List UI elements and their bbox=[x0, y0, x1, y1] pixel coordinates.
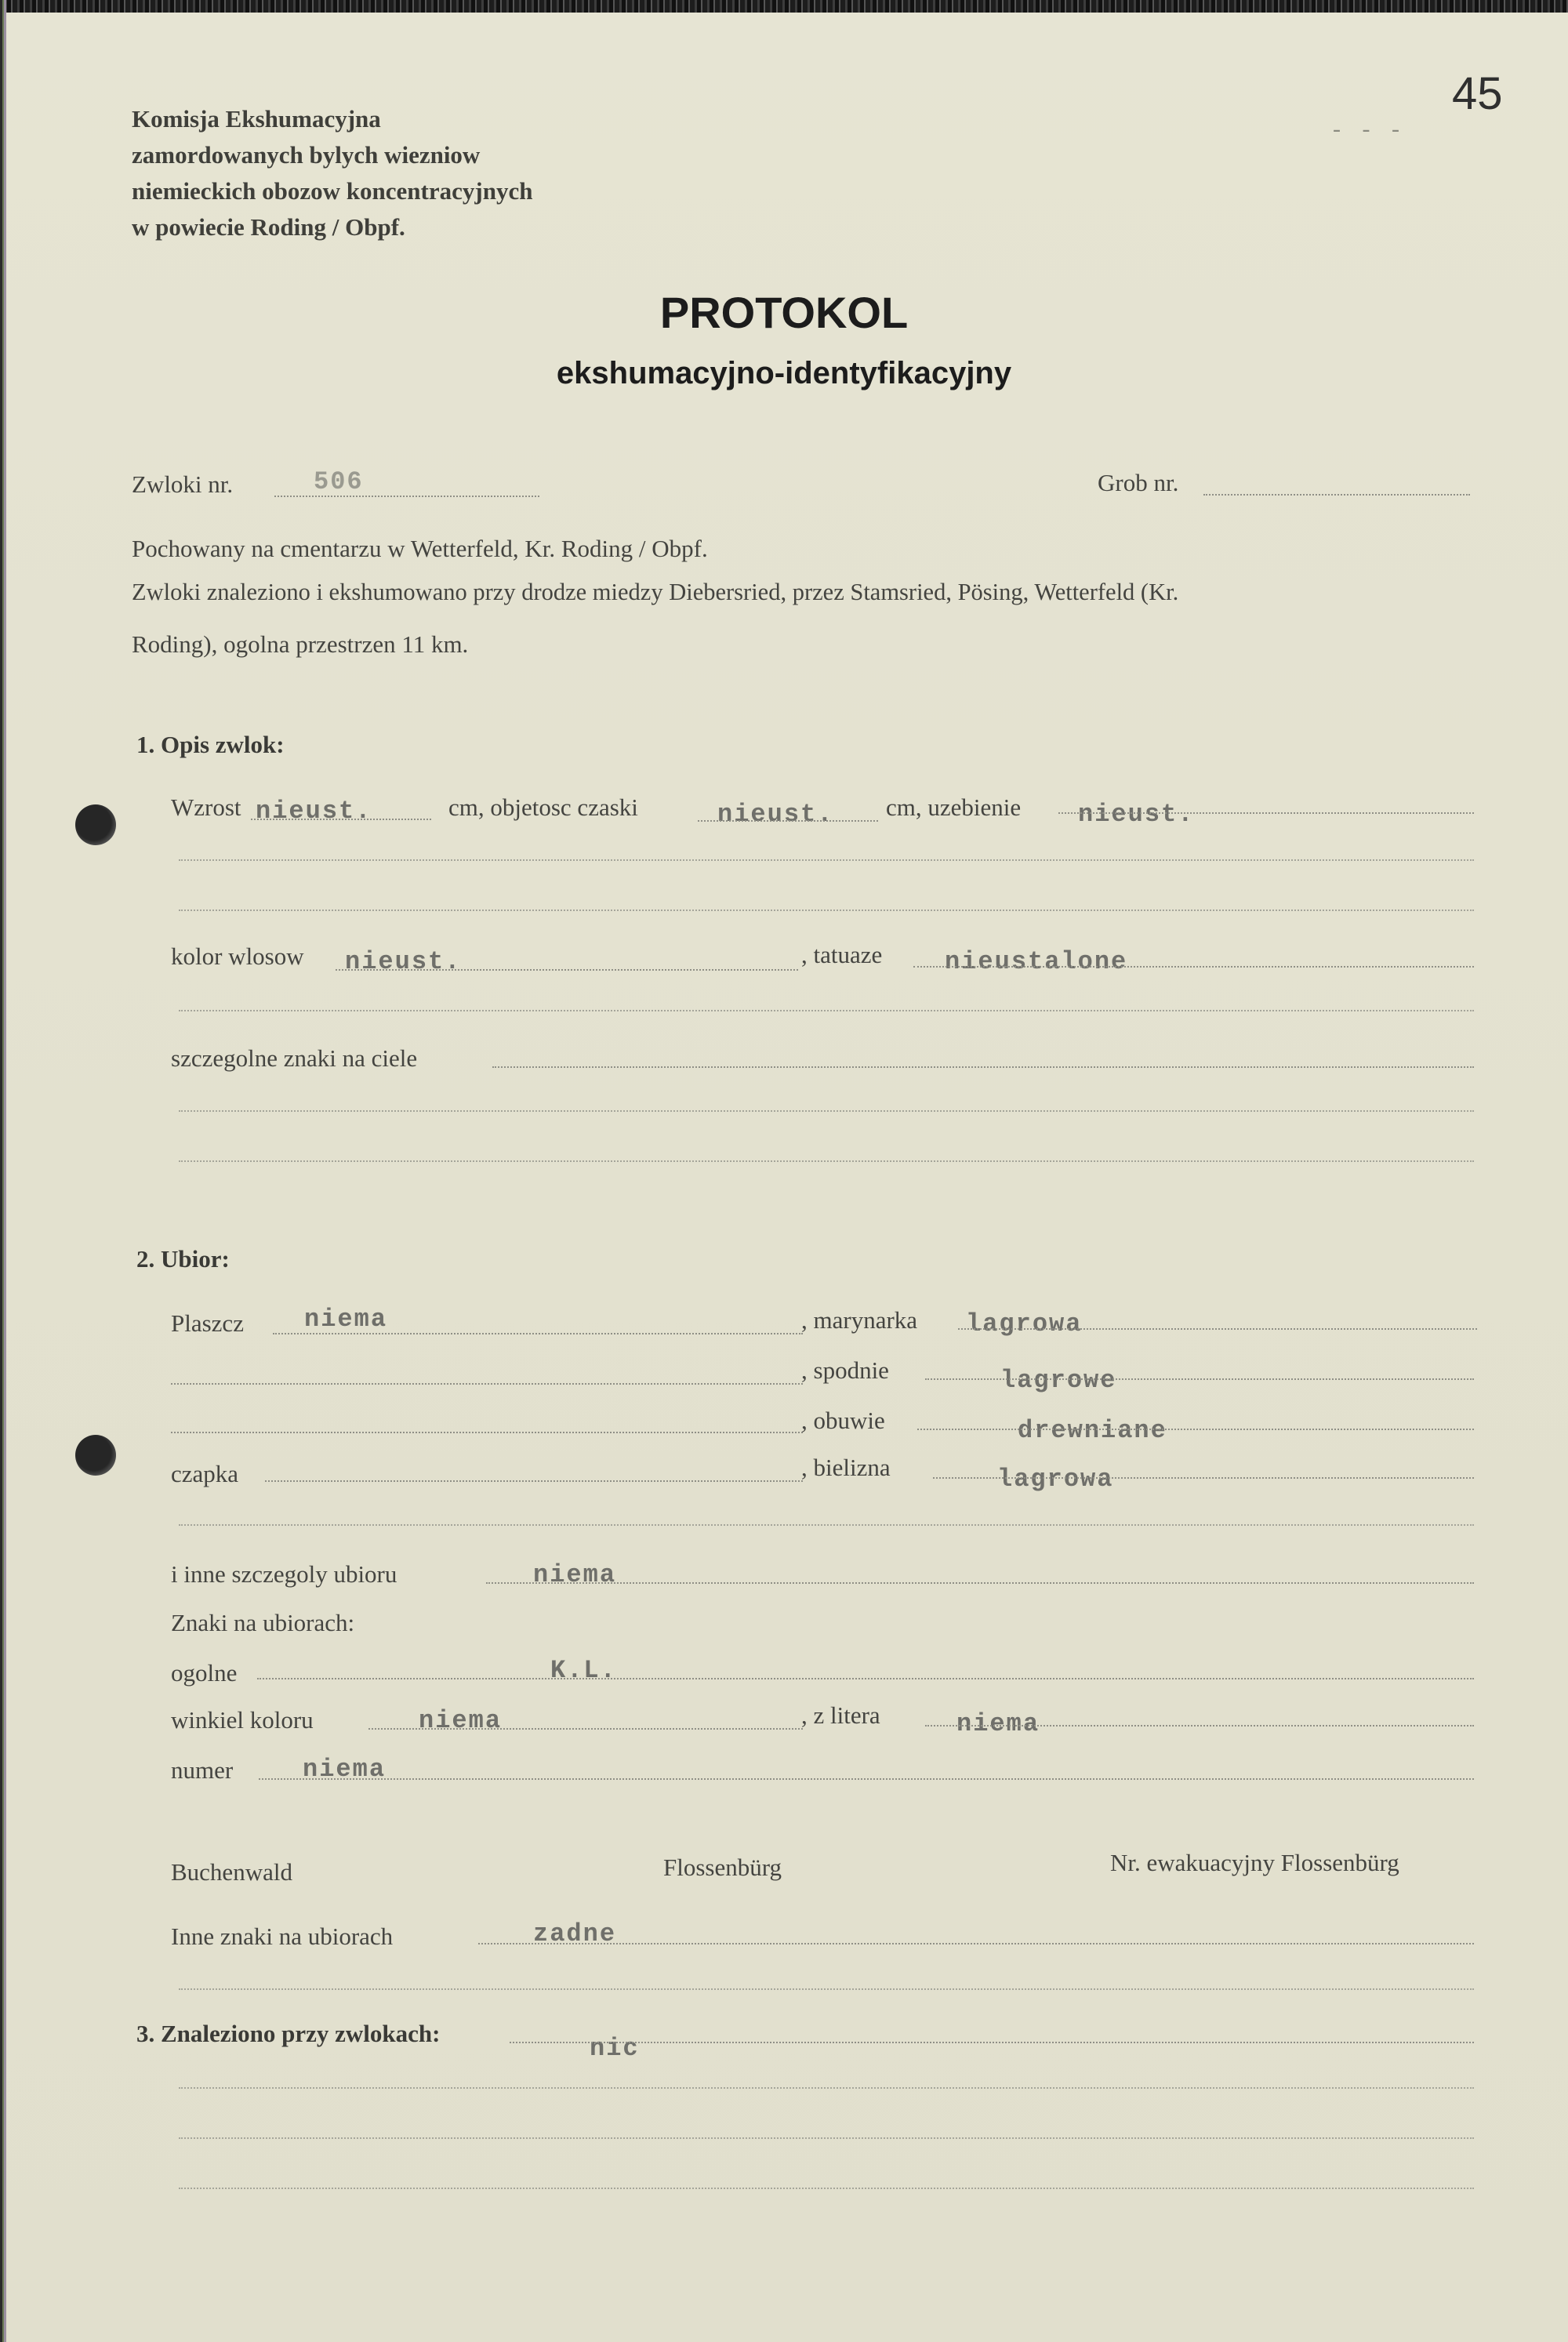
ruled-line bbox=[179, 2137, 1474, 2139]
ruled-line bbox=[179, 1524, 1474, 1526]
section-1-heading: 1. Opis zwlok: bbox=[136, 731, 285, 758]
uzebienie-field bbox=[1058, 812, 1474, 814]
znaleziono-value: nic bbox=[590, 2034, 640, 2063]
flossenburg-label: Flossenbürg bbox=[663, 1854, 782, 1881]
ogolne-field bbox=[257, 1678, 1474, 1679]
z-litera-value: niema bbox=[956, 1709, 1040, 1738]
kolor-wlosow-value: nieust. bbox=[345, 947, 462, 976]
ruled-line bbox=[179, 1988, 1474, 1990]
document-title: PROTOKOL bbox=[659, 288, 909, 337]
section-2-heading: 2. Ubior: bbox=[136, 1245, 230, 1273]
znaki-na-ciele-label: szczegolne znaki na ciele bbox=[171, 1044, 418, 1072]
tatuaze-value: nieustalone bbox=[945, 947, 1128, 976]
bielizna-label: , bielizna bbox=[801, 1454, 891, 1481]
grob-nr-field bbox=[1203, 494, 1470, 496]
spodnie-label: , spodnie bbox=[801, 1356, 889, 1384]
document-subtitle: ekshumacyjno-identyfikacyjny bbox=[556, 356, 1012, 390]
tatuaze-field bbox=[913, 966, 1474, 968]
ruled-line bbox=[179, 910, 1474, 911]
buchenwald-label: Buchenwald bbox=[171, 1858, 292, 1886]
header-line-1: Komisja Ekshumacyjna bbox=[132, 105, 381, 133]
nr-ewakuacyjny-label: Nr. ewakuacyjny Flossenbürg bbox=[1110, 1849, 1399, 1876]
header-line-3: niemieckich obozow koncentracyjnych bbox=[132, 177, 533, 205]
scan-edge-top bbox=[0, 0, 1568, 13]
ruled-line bbox=[179, 1110, 1474, 1112]
numer-field bbox=[259, 1778, 1474, 1780]
znaleziono-field bbox=[510, 2042, 1474, 2043]
inne-znaki-label: Inne znaki na ubiorach bbox=[171, 1923, 394, 1950]
section-3-heading: 3. Znaleziono przy zwlokach: bbox=[136, 2020, 441, 2047]
header-line-4: w powiecie Roding / Obpf. bbox=[132, 213, 405, 241]
czapka-field bbox=[265, 1480, 803, 1482]
z-litera-label: , z litera bbox=[801, 1701, 880, 1729]
znaki-na-ciele-field bbox=[492, 1066, 1474, 1068]
zwloki-nr-label: Zwloki nr. bbox=[132, 470, 234, 498]
ruled-line bbox=[179, 1010, 1474, 1011]
obuwie-field bbox=[917, 1429, 1474, 1430]
punch-hole-top bbox=[75, 804, 116, 845]
marynarka-field bbox=[958, 1328, 1477, 1330]
header-line-2: zamordowanych bylych wiezniow bbox=[132, 141, 481, 169]
grob-nr-label: Grob nr. bbox=[1098, 469, 1179, 496]
marynarka-label: , marynarka bbox=[801, 1306, 918, 1334]
uzebienie-value: nieust. bbox=[1078, 800, 1195, 829]
spodnie-field bbox=[925, 1378, 1474, 1380]
wzrost-field bbox=[251, 819, 431, 820]
punch-hole-bottom bbox=[75, 1435, 116, 1476]
ruled-line bbox=[179, 2188, 1474, 2189]
marynarka-value: lagrowa bbox=[966, 1309, 1083, 1338]
winkiel-label: winkiel koloru bbox=[171, 1706, 314, 1734]
found-location-line-1: Zwloki znaleziono i ekshumowano przy drodze miedzy Diebersried, przez Stamsried, Pösing, Wetterfeld (Kr. bbox=[132, 579, 1179, 605]
burial-place: Pochowany na cmentarzu w Wetterfeld, Kr. Roding / Obpf. bbox=[132, 535, 708, 562]
bielizna-value: lagrowa bbox=[997, 1465, 1114, 1494]
plaszcz-value: niema bbox=[304, 1305, 388, 1334]
czaszka-value: nieust. bbox=[717, 800, 834, 829]
znaki-na-ubiorach-label: Znaki na ubiorach: bbox=[171, 1609, 355, 1636]
uzebienie-label: cm, uzebienie bbox=[886, 793, 1022, 821]
plaszcz-label: Plaszcz bbox=[171, 1309, 244, 1337]
kolor-wlosow-label: kolor wlosow bbox=[171, 942, 304, 970]
czaszka-field bbox=[698, 820, 878, 822]
winkiel-field bbox=[368, 1728, 803, 1730]
scan-edge-left bbox=[0, 0, 6, 2342]
zwloki-nr-value: 506 bbox=[314, 467, 364, 496]
numer-label: numer bbox=[171, 1756, 234, 1784]
tatuaze-label: , tatuaze bbox=[801, 941, 883, 968]
blank-field bbox=[171, 1432, 803, 1433]
ogolne-label: ogolne bbox=[171, 1659, 238, 1687]
inne-szczegoly-value: niema bbox=[533, 1560, 617, 1589]
inne-szczegoly-field bbox=[486, 1582, 1474, 1584]
dash-mark: - - - bbox=[1333, 116, 1407, 142]
wzrost-label: Wzrost bbox=[171, 793, 241, 821]
ruled-line bbox=[179, 1160, 1474, 1162]
czaszka-label: cm, objetosc czaski bbox=[448, 793, 638, 821]
ogolne-value: K.L. bbox=[550, 1656, 617, 1685]
kolor-wlosow-field bbox=[336, 969, 798, 971]
obuwie-label: , obuwie bbox=[801, 1407, 885, 1434]
inne-znaki-value: zadne bbox=[533, 1919, 617, 1948]
wzrost-value: nieust. bbox=[256, 797, 372, 826]
obuwie-value: drewniane bbox=[1018, 1416, 1167, 1445]
z-litera-field bbox=[925, 1725, 1474, 1727]
bielizna-field bbox=[933, 1477, 1474, 1479]
plaszcz-field bbox=[273, 1333, 803, 1334]
winkiel-value: niema bbox=[419, 1706, 503, 1735]
ruled-line bbox=[179, 2087, 1474, 2089]
inne-znaki-field bbox=[478, 1943, 1474, 1944]
found-location-line-2: Roding), ogolna przestrzen 11 km. bbox=[132, 630, 469, 658]
ruled-line bbox=[179, 859, 1474, 861]
page-number: 45 bbox=[1452, 68, 1503, 119]
spodnie-value: lagrowe bbox=[1000, 1366, 1117, 1395]
blank-field bbox=[171, 1383, 803, 1385]
inne-szczegoly-label: i inne szczegoly ubioru bbox=[171, 1560, 397, 1588]
numer-value: niema bbox=[303, 1755, 387, 1784]
czapka-label: czapka bbox=[171, 1460, 239, 1487]
